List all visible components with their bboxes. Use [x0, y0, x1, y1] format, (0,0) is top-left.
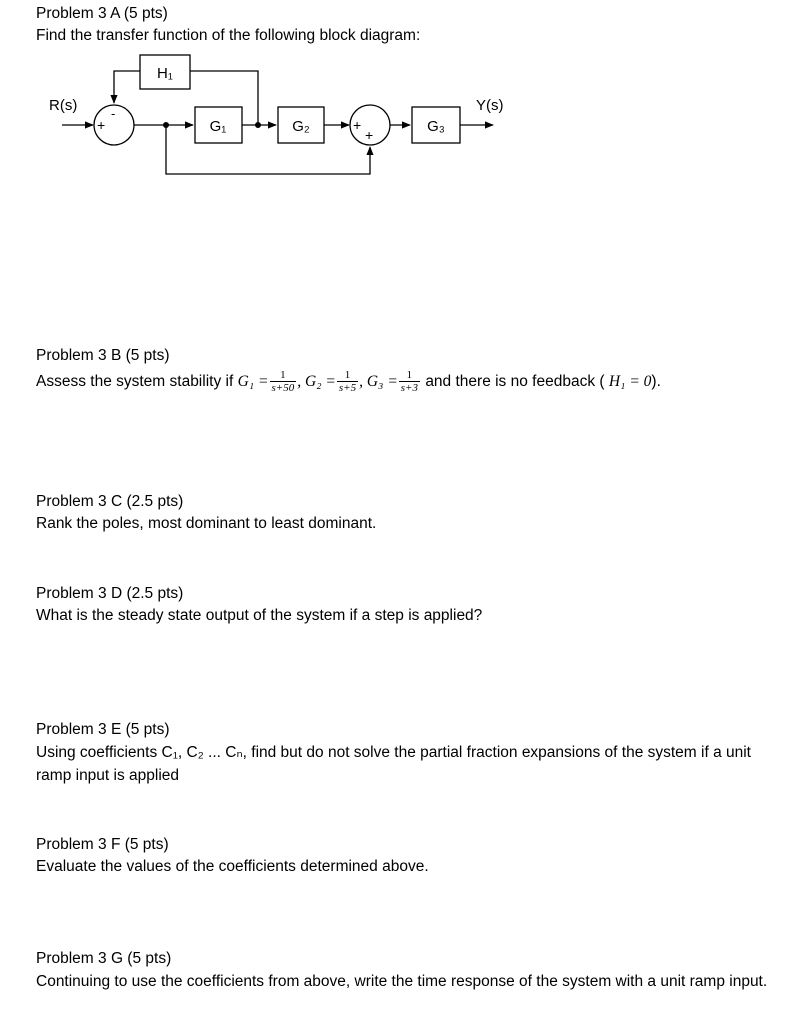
output-label: Y(s): [476, 97, 504, 114]
problem-b-text-start: Assess the system stability if: [36, 373, 234, 390]
problem-b-heading: Problem 3 B (5 pts): [36, 347, 170, 364]
g3-fraction: [399, 369, 420, 394]
block-h1-label: H₁: [157, 65, 173, 82]
problem-b-prompt: [36, 366, 661, 398]
g3-denominator: s+3: [400, 382, 418, 395]
h1-expression: H₁ = 0: [608, 373, 652, 390]
g1-numerator: 1: [270, 369, 297, 382]
g3-numerator: 1: [399, 369, 420, 382]
problem-a-prompt: Find the transfer function of the following block diagram:: [36, 27, 421, 44]
problem-g-heading: Problem 3 G (5 pts): [36, 950, 172, 967]
g2-fraction: [337, 369, 358, 394]
problem-d-heading: Problem 3 D (2.5 pts): [36, 585, 184, 602]
input-label: R(s): [49, 97, 78, 114]
g1-denominator: s+50: [271, 382, 295, 395]
block-g3-label: G₃: [427, 118, 445, 135]
g2-lhs: , G₂ =: [297, 373, 336, 390]
sum1-plus-sign: +: [97, 117, 106, 133]
problem-f-heading: Problem 3 F (5 pts): [36, 836, 169, 853]
problem-d-prompt: What is the steady state output of the system if a step is applied?: [36, 607, 483, 624]
block-g1-label: G₁: [209, 118, 227, 135]
problem-f-prompt: Evaluate the values of the coefficients determined above.: [36, 858, 429, 875]
g2-denominator: s+5: [338, 382, 357, 395]
g1-lhs: G₁ =: [237, 373, 269, 390]
sum2-plus-bottom: +: [365, 127, 374, 143]
block-diagram: [0, 0, 810, 200]
problem-e-prompt: Using coefficients C₁, C₂ ... Cₙ, find but do not solve the partial fraction expansions of the system if a unit ramp input is applied: [36, 744, 751, 784]
sum2-plus-left: +: [353, 117, 362, 133]
problem-a-heading: Problem 3 A (5 pts): [36, 5, 168, 22]
g1-fraction: [270, 369, 297, 394]
g3-lhs: , G₃ =: [359, 373, 398, 390]
block-g2-label: G₂: [292, 118, 310, 135]
sum1-minus-sign: -: [111, 106, 116, 121]
problem-c-heading: Problem 3 C (2.5 pts): [36, 493, 184, 510]
g2-numerator: 1: [337, 369, 358, 382]
problem-c-prompt: Rank the poles, most dominant to least dominant.: [36, 515, 377, 532]
problem-e-heading: Problem 3 E (5 pts): [36, 721, 170, 738]
problem-g-prompt: Continuing to use the coefficients from above, write the time response of the system with a unit ramp input.: [36, 973, 768, 990]
problem-b-text-close: ).: [651, 373, 661, 390]
problem-b-text-end: and there is no feedback (: [425, 373, 605, 390]
h1-feedback-path-left: [114, 71, 140, 103]
